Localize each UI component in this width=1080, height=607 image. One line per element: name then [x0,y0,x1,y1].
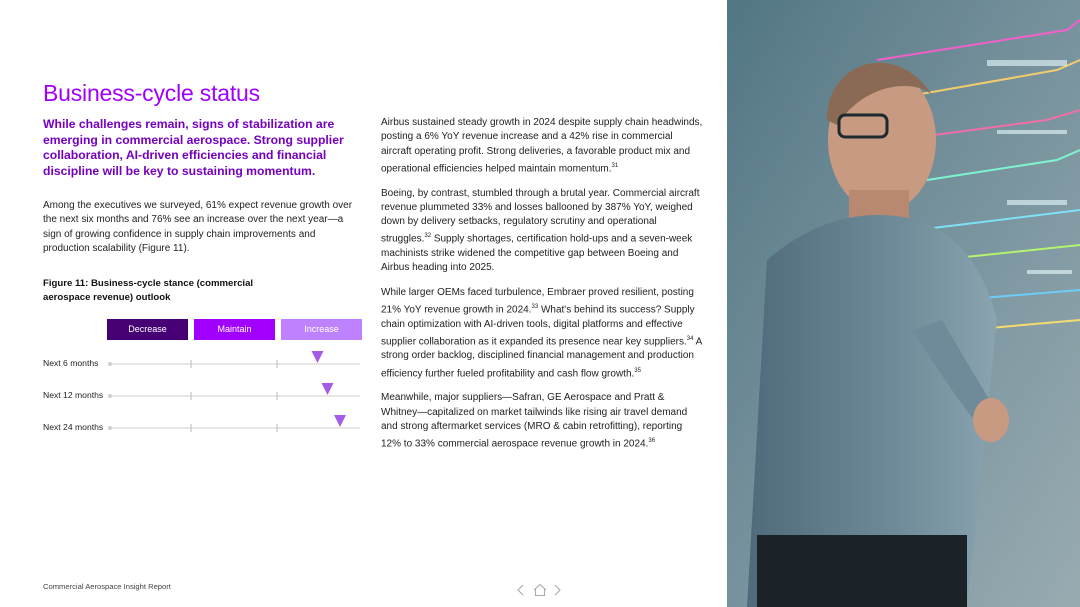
outlook-marker [334,415,346,427]
intro-paragraph: Among the executives we surveyed, 61% expect revenue growth over the next six months and 76% see an increase over the next year—a sign of growing confidence in supply chain improvements and production scalability (Figure 11). [43,200,353,255]
scale-start-dot [108,362,112,366]
scale-start-dot [108,394,112,398]
footer-report-title: Commercial Aerospace Insight Report [43,582,171,591]
outlook-chart [0,0,400,450]
suppliers-paragraph: Meanwhile, major suppliers—Safran, GE Aerospace and Pratt & Whitney—capitalized on market tailwinds like rising air travel demand and strong aftermarket services (MRO & cabin retrofitting), reporting 12% to 33% commercial aerospace revenue growth in 2024.36 [381,392,688,450]
page-title: Business-cycle status [43,80,260,106]
scale-start-dot [108,426,112,430]
chevron-right-icon[interactable] [552,583,564,597]
legend-increase: Increase [281,319,362,340]
row-label-12-months: Next 12 months [43,390,104,400]
footnote-ref: 36 [648,438,656,445]
embraer-paragraph: While larger OEMs faced turbulence, Embraer proved resilient, posting 21% YoY revenue growth in 2024.33 What's behind its success? Supply chain optimization with AI-driven tools, digital platforms and effective supplier collaboration as it expanded its presence near key suppliers.$^{34}$ A strong order backlog, disciplined financial management and production efficiency further fueled profitability and cash flow growth.$^{35}$ [381,286,702,380]
legend-decrease: Decrease [107,319,188,340]
footnote-ref: 31 [611,162,619,169]
chevron-left-icon[interactable] [515,583,527,597]
airbus-paragraph: Airbus sustained steady growth in 2024 despite supply chain headwinds, posting a 6% YoY revenue increase and a 42% rise in commercial aircraft operating profit. Strong deliveries, a favorable product mix and operational efficiencies helped maintain momentum.$^{31}$ [381,117,703,175]
footnote-ref: 34 [686,335,694,342]
home-icon[interactable] [532,583,548,597]
footnote-ref: 33 [531,303,539,310]
body-text-column [381,116,703,462]
outlook-marker [322,383,334,395]
row-label-24-months: Next 24 months [43,422,104,432]
lead-paragraph: While challenges remain, signs of stabilization are emerging in commercial aerospace. Strong supplier collaboration, AI-driven efficiencies and financial discipline will be key to sustaining momentum. [43,117,344,178]
outlook-marker [312,351,324,363]
footnote-ref: 35 [634,367,641,374]
figure-title: Figure 11: Business-cycle stance (commercial aerospace revenue) outlook [43,278,254,303]
page-navigation [515,583,565,604]
engineer-hologram-photo [727,0,1080,607]
boeing-paragraph: Boeing, by contrast, stumbled through a brutal year. Commercial aircraft revenue plummeted 33% and losses ballooned by 387% YoY, weighed down by delivery setbacks, regulatory scrutiny and operational struggles.$^{32}$ Supply shortages, certification hold-ups and a seven-week machinists strike widened the competitive gap between Boeing and Airbus heading into 2025. [381,187,700,274]
legend-maintain: Maintain [194,319,275,340]
footnote-ref: 32 [424,233,432,240]
row-label-6-months: Next 6 months [43,358,99,368]
